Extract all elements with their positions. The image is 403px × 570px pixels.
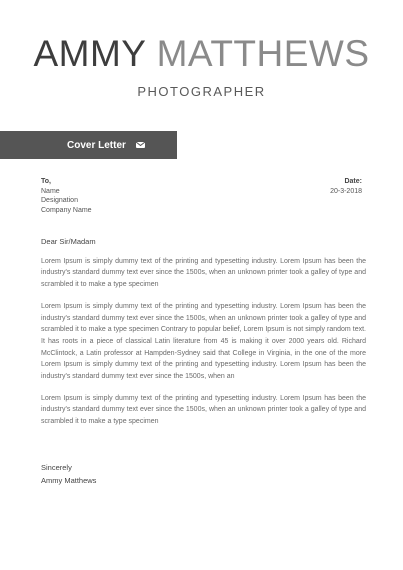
recipient-company: Company Name	[41, 206, 92, 214]
date-block	[330, 177, 362, 196]
page-title	[0, 34, 403, 74]
recipient-block	[41, 177, 92, 215]
last-name: MATTHEWS	[156, 33, 370, 74]
paragraph: Lorem Ipsum is simply dummy text of the printing and typesetting industry. Lorem Ipsum has been the industry's standard dummy text ever since the 1500s, when an unknown printer took a galley of type and scrambled it to make a type specimen	[41, 257, 366, 289]
recipient-designation: Designation	[41, 197, 78, 204]
closing: Sincerely	[41, 463, 72, 472]
to-label: To,	[41, 178, 51, 185]
job-title: PHOTOGRAPHER	[137, 84, 266, 99]
date-label: Date:	[344, 178, 362, 185]
date-value: 20-3-2018	[330, 187, 362, 195]
signature: Ammy Matthews	[41, 476, 97, 485]
envelope-icon	[136, 142, 145, 148]
cover-letter-banner	[0, 131, 177, 159]
salutation: Dear Sir/Madam	[41, 237, 96, 246]
paragraph: Lorem Ipsum is simply dummy text of the printing and typesetting industry. Lorem Ipsum has been the industry's standard dummy text ever since the 1500s, when an unknown printer took a galley of type and scrambled it to make a type specimen Contrary to popular belief, Lorem Ipsum is not simply random text. It has roots in a piece of classical Latin literature from 45 is making it over 2000 years old. Richard McClintock, a Latin professor at Hampden-Sydney said that College in Virginia, in the one of the more Lorem Ipsum is simply dummy text of the printing and typesetting industry. Lorem Ipsum has been the industry's standard dummy text ever since the 1500s, when an	[41, 302, 366, 381]
paragraph: Lorem Ipsum is simply dummy text of the printing and typesetting industry. Lorem Ipsum has been the industry's standard dummy text ever since the 1500s, when an unknown printer took a galley of type and scrambled it to make a type specimen	[41, 394, 366, 426]
recipient-name: Name	[41, 187, 60, 195]
closing-block	[41, 461, 96, 487]
letter-body	[41, 236, 366, 438]
banner-label: Cover Letter	[67, 139, 126, 151]
first-name: AMMY	[33, 33, 146, 74]
